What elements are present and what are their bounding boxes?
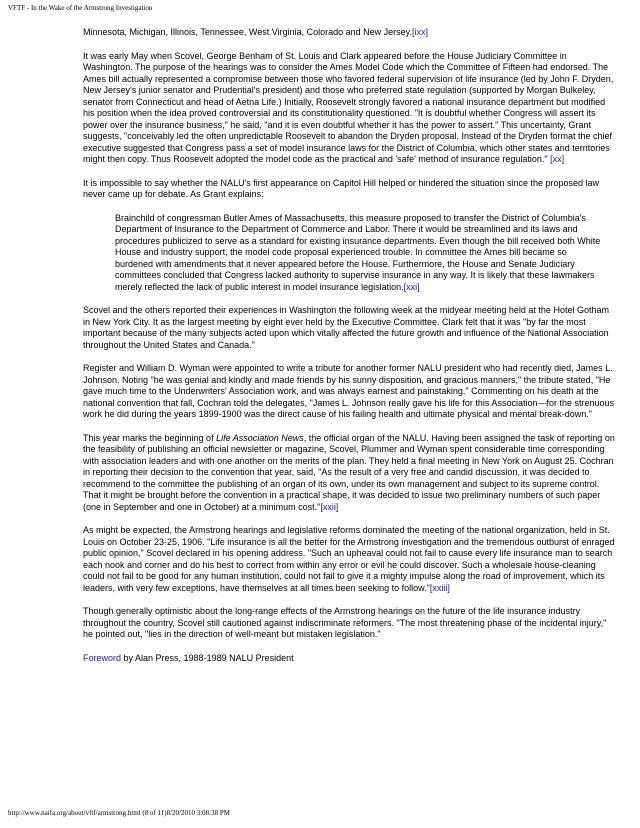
article-body [83, 27, 618, 676]
quote-text: Brainchild of congressman Butler Ames of Massachusetts, this measure proposed to transfer the District of Columbia's Department of Insurance to the Department of Commerce and Labor. There it would be streamlined and its laws and procedures publicized to serve as a standard for existing insurance departments. Even though the bill received both White House and industry support, the model code proposal experienced trouble. In committee the Ames bill became so burdened with amendments that it never appeared before the House. Furthermore, the House and Senate Judiciary committees concluded that Congress lacked authority to supervise insurance in any way. It is likely that these lawmakers merely reflected the lack of public interest in model insurance legislation. [115, 212, 601, 292]
paragraph [83, 27, 618, 39]
paragraph [83, 305, 618, 351]
block-quote [115, 213, 603, 294]
footnote-link[interactable]: [xxi] [403, 281, 420, 292]
paragraph-text: Though generally optimistic about the long-range effects of the Armstrong hearings on the future of the life insurance industry throughout the country, Scovel still cautioned against indiscriminate reformers. "The most threatening phase of the incidental injury," he pointed out, "lies in the direction of well-meant but mistaken legislation." [83, 606, 607, 639]
paragraph-text: , the official organ of the NALU. Having been assigned the task of reporting on the feasibility of publishing an official newsletter or magazine, Scovel, Plummer and Wyman spent considerable time corresponding with association leaders and with one another on the merits of the plan. They held a final meeting in New York on August 25. Cochran in reporting their decision to the convention that year, said, "As the result of a very free and candid discussion, it was decided to recommend to the committee the publishing of an organ of its own, under its own management and subject to its supreme control. That it might be brought before the convention in a practical shape, it was decided to issue two preliminary numbers of such paper (one in September and one in October) at a minimum cost." [83, 432, 615, 512]
footnote-link[interactable]: [xxii] [320, 501, 339, 512]
paragraph-text: Scovel and the others reported their experiences in Washington the following week at the midyear meeting held at the Hotel Gotham in New York City. It as the largest meeting by eight ever held by the Executive Committee. Clark felt that it was "by far the most important because of the many subjects acted upon which vitally affected the future growth and influence of the National Association throughout the United States and Canada." [83, 305, 609, 350]
footnote-link[interactable]: [ixx] [412, 27, 429, 37]
foreword-line [83, 653, 618, 665]
publication-title: Life Association News [216, 432, 304, 443]
paragraph-text: It was early May when Scovel, George Benham of St. Louis and Clark appeared before the House Judiciary Committee in Washington. The purpose of the hearings was to consider the Ames Model Code which the Committee of Fifteen had endorsed. The Ames bill actually represented a compromise between those who favored federal supervision of life insurance (led by John F. Dryden, New Jersey's junior senator and Prudential's president) and those who preferred state regulation (supported by Morgan Bulkeley, senator from Connecticut and head of Aetna Life.) Initially, Roosevelt strongly favored a national insurance department but modified his position when the idea proved controversial and its constitutionality questioned. "It is doubtful whether Congress will assert its power over the insurance business," he said, "and it is even doubtful whether it has the power to assert." This uncertainty, Grant suggests, "conceivably led the often unpredictable Roosevelt to abandon the Dryden proposal. Instead of the Dryden format the chief executive suggested that Congress pass a set of model insurance laws for the District of Columbia, which other states and territories might then copy. Thus Roosevelt adopted the model code as the practical and 'safe' method of insurance regulation." [83, 50, 614, 164]
page-footer: http://www.naifa.org/about/vftf/armstrong.html (8 of 11)8/20/2010 3:08:38 PM [8, 809, 230, 817]
paragraph-text: It is impossible to say whether the NALU's first appearance on Capitol Hill helped or hindered the situation since the proposed law never came up for debate. As Grant explains: [83, 177, 600, 199]
paragraph-text: As might be expected, the Armstrong hearings and legislative reforms dominated the meeting of the national organization, held in St. Louis on October 23-25, 1906. "Life insurance is all the better for the Armstrong investigation and the tremendous outburst of enraged public opinion," Scovel declared in his opening address. "Such an upheaval could not fail to cause every life insurance man to search each nook and corner and do his best to correct from within any error or evil he could discover. Such a wholesale house-cleaning could not fail to be good for any human institution, could not fail to give it a mighty impulse along the road of improvement, which its leaders, with very few exceptions, have themselves at all times been seeking to follow." [83, 525, 615, 593]
paragraph [83, 433, 618, 514]
paragraph-text: Register and William D. Wyman were appointed to write a tribute for another former NALU president who had recently died, James L. Johnson. Noting "he was genial and kindly and made friends by his sunny disposition, and gracious manners," the tribute stated, "He gave much time to the Underwriters' Association work, and was always earnest and painstaking." Commenting on his death at the national convention that fall, Cochran told the delegates, "James L. Johnson really gave his life for this Association—for the strenuous work he did during the years 1899-1900 was the direct cause of his failing health and ultimate physical and mental break-down." [83, 363, 614, 419]
foreword-link[interactable]: Foreword [83, 652, 122, 663]
footnote-link[interactable]: [xx] [550, 154, 565, 164]
foreword-text: by Alan Press, 1988-1989 NALU President [121, 652, 294, 663]
paragraph [83, 525, 618, 594]
paragraph-text: This year marks the beginning of [83, 432, 217, 443]
paragraph-text: Minnesota, Michigan, Illinois, Tennessee, West Virginia, Colorado and New Jersey. [83, 27, 413, 37]
page-header: VFTF - In the Wake of the Armstrong Investigation [8, 4, 153, 12]
paragraph [83, 178, 618, 201]
paragraph [83, 363, 618, 421]
paragraph [83, 51, 618, 166]
footnote-link[interactable]: [xxiii] [429, 582, 450, 593]
paragraph [83, 606, 618, 641]
